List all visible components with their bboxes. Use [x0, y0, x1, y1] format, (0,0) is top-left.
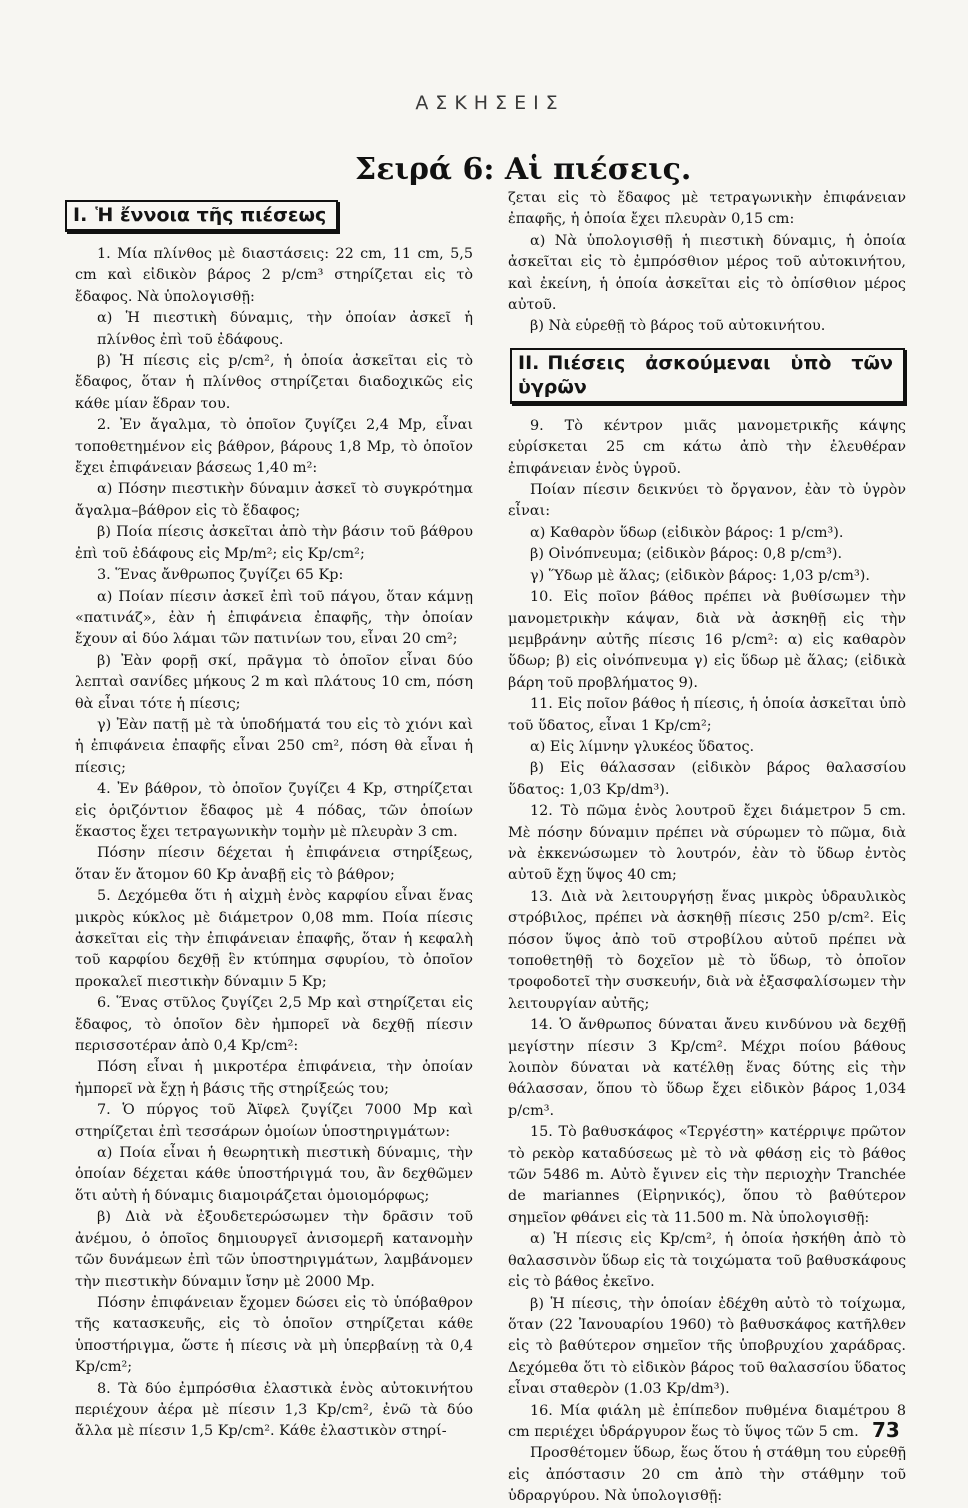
section-number: II.	[518, 351, 540, 374]
exercise-paragraph: 8. Τὰ δύο ἐμπρόσθια ἐλαστικὰ ἑνὸς αὐτοκινήτου περιέχουν ἀέρα μὲ πίεσιν 1,3 Kp/cm², ἐνῶ τὰ δύο ἄλλα μὲ πίεσιν 1,5 Kp/cm². Κάθε ἐλαστικὸν στηρί-	[75, 1380, 473, 1440]
exercise-paragraph: 4. Ἐν βάθρον, τὸ ὁποῖον ζυγίζει 4 Kp, στηρίζεται εἰς ὁριζόντιον ἔδαφος μὲ 4 πόδας, τῶν ὁποίων ἕκαστος ἔχει τετραγωνικὴν τομὴν μὲ πλευρὰν 3 cm.	[75, 781, 473, 840]
exercise-paragraph: α) Ἡ πιεστικὴ δύναμις, τὴν ὁποίαν ἀσκεῖ ἡ πλίνθος ἐπὶ τοῦ ἐδάφους.	[97, 310, 473, 348]
section-number: I.	[73, 204, 88, 226]
exercise-paragraph: β) Ἡ πίεσις εἰς p/cm², ἡ ὁποία ἀσκεῖται εἰς τὸ ἔδαφος, ὅταν ἡ πλίνθος στηρίζεται διαδοχικῶς εἰς κάθε μίαν ἕδραν του.	[75, 353, 473, 412]
exercise-paragraph: γ) Ὕδωρ μὲ ἅλας; (εἰδικὸν βάρος: 1,03 p/cm³).	[530, 567, 870, 584]
right-column	[508, 188, 906, 1508]
section-title: Πιέσεις ἀσκούμεναι ὑπὸ τῶν ὑγρῶν	[518, 351, 893, 398]
exercise-paragraph: β) Διὰ νὰ ἐξουδετερώσωμεν τὴν δρᾶσιν τοῦ ἀνέμου, ὁ ὁποῖος δημιουργεῖ ἀνισομερῆ κατανομὴν τῶν δυνάμεων ἐπὶ τῶν ὑποστηριγμάτων, λαμβάνομεν τὴν πιεστικὴν δύναμιν ἴσην μὲ 2000 Mp.	[75, 1209, 473, 1290]
left-column	[75, 200, 473, 1443]
running-title: ΑΣΚΗΣΕΙΣ	[415, 92, 565, 114]
exercise-paragraph: α) Νὰ ὑπολογισθῇ ἡ πιεστικὴ δύναμις, ἡ ὁποία ἀσκεῖται εἰς τὸ ἐμπρόσθιον μέρος τοῦ αὐτοκινήτου, καὶ ἐκείνη, ἡ ὁποία ἀσκεῖται εἰς τὸ ὀπίσθιον μέρος αὐτοῦ.	[508, 232, 906, 314]
exercise-paragraph: β) Ἡ πίεσις, τὴν ὁποίαν ἐδέχθη αὐτὸ τὸ τοίχωμα, ὅταν (22 Ἰανουαρίου 1960) τὸ βαθυσκάφος κατῆλθεν εἰς τὸ βαθύτερον σημεῖον τῆς ὑποβρυχίου χαράδρας. Δεχόμεθα ὅτι τὸ εἰδικὸν βάρος τοῦ θαλασσίου ὕδατος εἶναι σταθερὸν (1.03 Kp/dm³).	[508, 1295, 906, 1398]
exercise-paragraph: 13. Διὰ νὰ λειτουργήσῃ ἕνας μικρὸς ὑδραυλικὸς στρόβιλος, πρέπει νὰ ἀσκηθῇ πίεσις 250 p/cm². Εἰς πόσον ὕψος ἀπὸ τοῦ στροβίλου αὐτοῦ πρέπει νὰ τοποθετηθῇ τὸ δοχεῖον μὲ τὸ ὕδωρ, τὸ ὁποῖον τροφοδοτεῖ τὴν συσκευήν, διὰ νὰ ἐξασφαλίσωμεν τὴν λειτουργίαν αὐτῆς;	[508, 888, 906, 1012]
exercise-paragraph: α) Καθαρὸν ὕδωρ (εἰδικὸν βάρος: 1 p/cm³).	[530, 524, 844, 541]
exercise-paragraph: β) Νὰ εὑρεθῇ τὸ βάρος τοῦ αὐτοκινήτου.	[530, 318, 826, 335]
exercise-paragraph: 9. Τὸ κέντρον μιᾶς μανομετρικῆς κάψης εὑρίσκεται 25 cm κάτω ἀπὸ τὴν ἐλευθέραν ἐπιφάνειαν ἑνὸς ὑγροῦ.	[508, 417, 906, 477]
exercise-paragraph: α) Πόσην πιεστικὴν δύναμιν ἀσκεῖ τὸ συγκρότημα ἄγαλμα–βάθρον εἰς τὸ ἔδαφος;	[75, 481, 473, 519]
exercise-paragraph: 10. Εἰς ποῖον βάθος πρέπει νὰ βυθίσωμεν τὴν μανομετρικὴν κάψαν, διὰ νὰ ἀσκηθῇ εἰς τὴν μεμβράνην αὐτῆς πίεσις 16 p/cm²: α) εἰς καθαρὸν ὕδωρ; β) εἰς οἰνόπνευμα γ) εἰς ὕδωρ μὲ ἅλας; (εἰδικὰ βάρη τοῦ προβλήματος 9).	[508, 589, 906, 691]
exercise-paragraph: α) Ποία εἶναι ἡ θεωρητικὴ πιεστικὴ δύναμις, τὴν ὁποίαν δέχεται κάθε ὑποστήριγμά του, ἂν δεχθῶμεν ὅτι αὐτὴ ἡ δύναμις διαμοιράζεται ὁμοιομόρφως;	[75, 1145, 473, 1204]
exercise-paragraph: 16. Μία φιάλη μὲ ἐπίπεδον πυθμένα διαμέτρου 8 cm περιέχει ὑδράργυρον ἕως τὸ ὕψος τῶν 5 cm.	[508, 1402, 906, 1440]
exercise-paragraph: Πόσην πίεσιν δέχεται ἡ ἐπιφάνεια στηρίξεως, ὅταν ἕν ἄτομον 60 Kp ἀναβῇ εἰς τὸ βάθρον;	[75, 845, 473, 883]
exercise-paragraph: β) Ποία πίεσις ἀσκεῖται ἀπὸ τὴν βάσιν τοῦ βάθρου ἐπὶ τοῦ ἐδάφους εἰς Mp/m²; εἰς Kp/cm²;	[75, 524, 473, 562]
exercise-paragraph: 5. Δεχόμεθα ὅτι ἡ αἰχμὴ ἑνὸς καρφίου εἶναι ἕνας μικρὸς κύκλος μὲ διάμετρον 0,08 mm. Ποία πίεσις ἀσκεῖται εἰς τὴν ἐπιφάνειαν ἐπαφῆς, ὅταν ἡ κεφαλὴ τοῦ καρφίου δεχθῇ ἓν κτύπημα σφυρίου, τὸ ὁποῖον προκαλεῖ πιεστικὴν δύναμιν 5 Kp;	[75, 888, 473, 990]
exercise-paragraph: 12. Τὸ πῶμα ἑνὸς λουτροῦ ἔχει διάμετρον 5 cm. Μὲ πόσην δύναμιν πρέπει νὰ σύρωμεν τὸ πῶμα, διὰ νὰ ἐκκενώσωμεν τὸ λουτρόν, ἐὰν τὸ ὕδωρ ἐντὸς αὐτοῦ ἔχῃ ὕψος 40 cm;	[508, 803, 906, 884]
section-heading-1	[65, 200, 338, 232]
page-number: 73	[872, 1418, 900, 1442]
series-title: Σειρά 6: Αἱ πιέσεις.	[355, 152, 692, 187]
exercise-paragraph: α) Ποίαν πίεσιν ἀσκεῖ ἐπὶ τοῦ πάγου, ὅταν κάμνῃ «πατινάζ», ἐὰν ἡ ἐπιφάνεια ἐπαφῆς, τὴν ὁποίαν ἔχουν αἱ δύο λάμαι τῶν πατινίων του, εἶναι 20 cm²;	[75, 588, 473, 648]
exercise-paragraph: β) Οἰνόπνευμα; (εἰδικὸν βάρος: 0,8 p/cm³).	[530, 546, 843, 563]
exercise-paragraph: 15. Τὸ βαθυσκάφος «Τεργέστη» κατέρριψε πρῶτον τὸ ρεκὸρ καταδύσεως μὲ τὸ νὰ φθάσῃ εἰς τὸ βάθος τῶν 5486 m. Αὐτὸ ἔγινεν εἰς τὴν περιοχὴν Tranchée de mariannes (Εἰρηνικός), ὅπου τὸ βαθύτερον σημεῖον φθάνει εἰς τὰ 11.500 m. Νὰ ὑπολογισθῇ:	[508, 1124, 906, 1226]
section-heading-2	[510, 348, 905, 404]
exercise-paragraph: 6. Ἕνας στῦλος ζυγίζει 2,5 Mp καὶ στηρίζεται εἰς ἔδαφος, τὸ ὁποῖον δὲν ἠμπορεῖ νὰ δεχθῇ πίεσιν περισσοτέραν ἀπὸ 0,4 Kp/cm²:	[75, 995, 473, 1055]
exercise-paragraph: Ποίαν πίεσιν δεικνύει τὸ ὄργανον, ἐὰν τὸ ὑγρὸν εἶναι:	[508, 482, 906, 520]
exercise-paragraph: 14. Ὁ ἄνθρωπος δύναται ἄνευ κινδύνου νὰ δεχθῇ μεγίστην πίεσιν 3 Kp/cm². Μέχρι ποίου βάθους λοιπὸν δύναται νὰ κατέλθῃ ἕνας δύτης εἰς τὴν θάλασσαν, ὅπου τὸ ὕδωρ ἔχει εἰδικὸν βάρος 1,034 p/cm³.	[508, 1017, 906, 1119]
exercise-paragraph: Πόση εἶναι ἡ μικροτέρα ἐπιφάνεια, τὴν ὁποίαν ἠμπορεῖ νὰ ἔχῃ ἡ βάσις τῆς στηρίξεώς του;	[75, 1059, 473, 1097]
exercise-paragraph: Πόσην ἐπιφάνειαν ἔχομεν δώσει εἰς τὸ ὑπόβαθρον τῆς κατασκευῆς, εἰς τὸ ὁποῖον στηρίζεται κάθε ὑποστήριγμα, ὥστε ἡ πίεσις νὰ μὴ ὑπερβαίνῃ τὰ 0,4 Kp/cm²;	[75, 1294, 473, 1376]
exercise-paragraph: α) Εἰς λίμνην γλυκέος ὕδατος.	[530, 738, 755, 755]
exercise-paragraph: 1. Μία πλίνθος μὲ διαστάσεις: 22 cm, 11 cm, 5,5 cm καὶ εἰδικὸν βάρος 2 p/cm³ στηρίζεται εἰς τὸ ἔδαφος. Νὰ ὑπολογισθῇ:	[75, 246, 473, 305]
exercise-paragraph: α) Ἡ πίεσις εἰς Kp/cm², ἡ ὁποία ἠσκήθη ἀπὸ τὸ θαλασσινὸν ὕδωρ εἰς τὰ τοιχώματα τοῦ βαθυσκάφους εἰς τὸ βάθος ἐκεῖνο.	[508, 1231, 906, 1291]
exercise-paragraph: 2. Ἐν ἄγαλμα, τὸ ὁποῖον ζυγίζει 2,4 Mp, εἶναι τοποθετημένον εἰς βάθρον, βάρους 1,8 Mp, τὸ ὁποῖον ἔχει ἐπιφάνειαν βάσεως 1,40 m²:	[75, 417, 473, 477]
exercise-paragraph: 11. Εἰς ποῖον βάθος ἡ πίεσις, ἡ ὁποία ἀσκεῖται ὑπὸ τοῦ ὕδατος, εἶναι 1 Kp/cm²;	[508, 696, 906, 734]
exercise-paragraph: 3. Ἕνας ἄνθρωπος ζυγίζει 65 Kp:	[97, 567, 344, 584]
exercise-paragraph: β) Ἐὰν φορῇ σκί, πρᾶγμα τὸ ὁποῖον εἶναι δύο λεπταὶ σανίδες μήκους 2 m καὶ πλάτους 10 cm, πόση θὰ εἶναι τότε ἡ πίεσις;	[75, 652, 473, 712]
exercise-paragraph: ζεται εἰς τὸ ἔδαφος μὲ τετραγωνικὴν ἐπιφάνειαν ἐπαφῆς, ἡ ὁποία ἔχει πλευρὰν 0,15 cm:	[508, 190, 906, 228]
exercise-paragraph: 7. Ὁ πύργος τοῦ Ἀϊφελ ζυγίζει 7000 Mp καὶ στηρίζεται ἐπὶ τεσσάρων ὁμοίων ὑποστηριγμάτων:	[75, 1102, 473, 1140]
exercise-paragraph: Προσθέτομεν ὕδωρ, ἕως ὅτου ἡ στάθμη του εὑρεθῇ εἰς ἀπόστασιν 20 cm ἀπὸ τὴν στάθμην τοῦ ὑδραργύρου. Νὰ ὑπολογισθῇ:	[508, 1445, 906, 1505]
section-title: Ἡ ἔννοια τῆς πιέσεως	[95, 204, 327, 226]
exercise-paragraph: β) Εἰς θάλασσαν (εἰδικὸν βάρος θαλασσίου ὕδατος: 1,03 Kp/dm³).	[508, 760, 906, 798]
exercise-paragraph: γ) Ἐὰν πατῇ μὲ τὰ ὑποδήματά του εἰς τὸ χιόνι καὶ ἡ ἐπιφάνεια ἐπαφῆς εἶναι 250 cm², πόση θὰ εἶναι ἡ πίεσις;	[75, 716, 473, 776]
